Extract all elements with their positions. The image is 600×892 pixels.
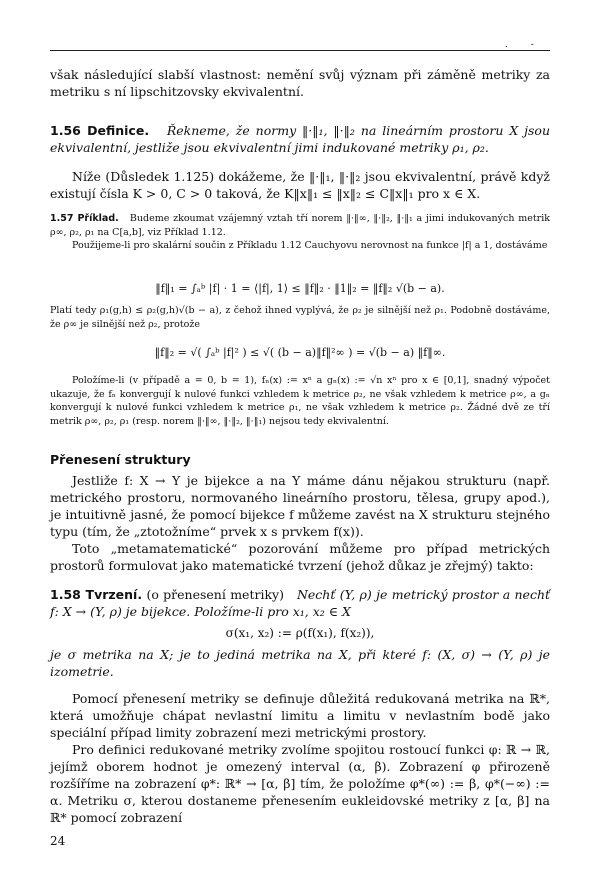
paragraph-text: však následující slabší vlastnost: nemění svůj význam při záměně metriky za metriku s ní lipschitzovsky ekvivalentní.: [50, 67, 550, 99]
header-rule: [50, 50, 550, 51]
paragraph-intro: [50, 66, 550, 100]
theorem-paren: (o přenesení metriky): [146, 587, 284, 602]
definition-text: Řekneme, že normy ‖·‖₁, ‖·‖₂ na lineárním prostoru X jsou ekvivalentní, jestliže jsou ekvivalentní jimi indukované metriky ρ₁, ρ₂.: [50, 123, 550, 155]
page-number: 24: [50, 834, 66, 848]
theorem-1-58: [50, 586, 550, 620]
example-text-4: Položíme-li (v případě a = 0, b = 1), fₙ(x) := xⁿ a gₙ(x) := √n xⁿ pro x ∈ [0,1], snadný výpočet ukazuje, že fₙ konvergují k nulové funkci vzhledem k metrice ρ₂, ne však vzhledem k metrice ρ∞, a gₙ konvergují k nulové funkci vzhledem k metrice ρ₁, ne však vzhledem k metrice ρ₂. Žádné dvě ze tří metrik ρ∞, ρ₂, ρ₁ (resp. norem ‖·‖∞, ‖·‖₂, ‖·‖₁) nejsou tedy ekvivalentní.: [50, 375, 550, 427]
example-text: Budeme zkoumat vzájemný vztah tří norem ‖·‖∞, ‖·‖₂, ‖·‖₁ a jimi indukovaných metrik ρ∞, ρ₂, ρ₁ na C[a,b], viz Příklad 1.12.: [50, 213, 550, 238]
paragraph-text: Pomocí přenesení metriky se definuje důležitá redukovaná metrika na ℝ*, která umožňuje chápat nevlastní limitu a limitu v nevlastním bodě jako speciální případ limity zobrazení mezi metrickými prostory.: [50, 691, 550, 740]
header-marks: . -: [505, 40, 544, 50]
equation-sigma: σ(x₁, x₂) := ρ(f(x₁), f(x₂)),: [225, 626, 375, 640]
theorem-label: 1.58 Tvrzení.: [50, 587, 143, 602]
equation-l2-bound: ‖f‖₂ = √( ∫ₐᵇ |f|² ) ≤ √( (b − a)‖f‖²∞ ) = √(b − a) ‖f‖∞.: [154, 346, 446, 359]
definition-1-56: [50, 122, 550, 156]
example-text-2: Použijeme-li pro skalární součin z Příkladu 1.12 Cauchyovu nerovnost na funkce |f| a 1, dostáváme: [72, 240, 548, 251]
paragraph-reduced-metric: [50, 690, 550, 826]
paragraph-transfer: [50, 472, 550, 574]
theorem-text-2-block: [50, 646, 550, 680]
example-text-3: Platí tedy ρ₁(g,h) ≤ ρ₂(g,h)√(b − a), z čehož ihned vyplývá, že ρ₂ je silnější než ρ₁. Podobně dostáváme, že ρ∞ je silnější než ρ₂, protože: [50, 305, 550, 330]
example-text-3-block: [50, 304, 550, 331]
paragraph-text: Níže (Důsledek 1.125) dokážeme, že ‖·‖₁, ‖·‖₂ jsou ekvivalentní, právě když existují čísla K > 0, C > 0 taková, že K‖x‖₁ ≤ ‖x‖₂ ≤ C‖x‖₁ pro x ∈ X.: [50, 169, 550, 201]
paragraph-text: Toto „metamatematické“ pozorování můžeme pro případ metrických prostorů formulovat jako matematické tvrzení (jehož důkaz je zřejmý) takto:: [50, 541, 550, 573]
paragraph-text: Pro definici redukované metriky zvolíme spojitou rostoucí funkci φ: ℝ → ℝ, jejímž oborem hodnot je omezený interval (α, β). Zobrazení φ přirozeně rozšíříme na zobrazení φ*: ℝ* → [α, β] tím, že položíme φ*(∞) := β, φ*(−∞) := α. Metriku σ, kterou dostaneme přenesením eukleidovské metriky z [α, β] na ℝ* pomocí zobrazení: [50, 742, 550, 825]
theorem-text: Nechť (Y, ρ) je metrický prostor a nechť f: X → (Y, ρ) je bijekce. Položíme-li pro x₁, x₂ ∈ X: [50, 587, 551, 619]
definition-label: 1.56 Definice.: [50, 123, 150, 138]
paragraph-norms: [50, 168, 550, 202]
paragraph-text: Jestliže f: X → Y je bijekce a na Y máme dánu nějakou strukturu (např. metrického prostoru, normovaného lineárního prostoru, tělesa, grupy apod.), je intuitivně jasné, že pomocí bijekce f můžeme zavést na X strukturu stejného typu (tím, že „ztotožníme“ prvek x s prvkem f(x)).: [50, 473, 550, 539]
example-text-4-block: [50, 374, 550, 428]
example-1-57: [50, 212, 550, 253]
equation-cauchy: ‖f‖₁ = ∫ₐᵇ |f| · 1 = ⟨|f|, 1⟩ ≤ ‖f‖₂ · ‖1‖₂ = ‖f‖₂ √(b − a).: [155, 282, 445, 295]
section-heading: Přenesení struktury: [50, 452, 191, 467]
example-label: 1.57 Příklad.: [50, 213, 119, 224]
theorem-text-2: je σ metrika na X; je to jediná metrika na X, při které f: (X, σ) → (Y, ρ) je izometrie.: [50, 647, 550, 679]
